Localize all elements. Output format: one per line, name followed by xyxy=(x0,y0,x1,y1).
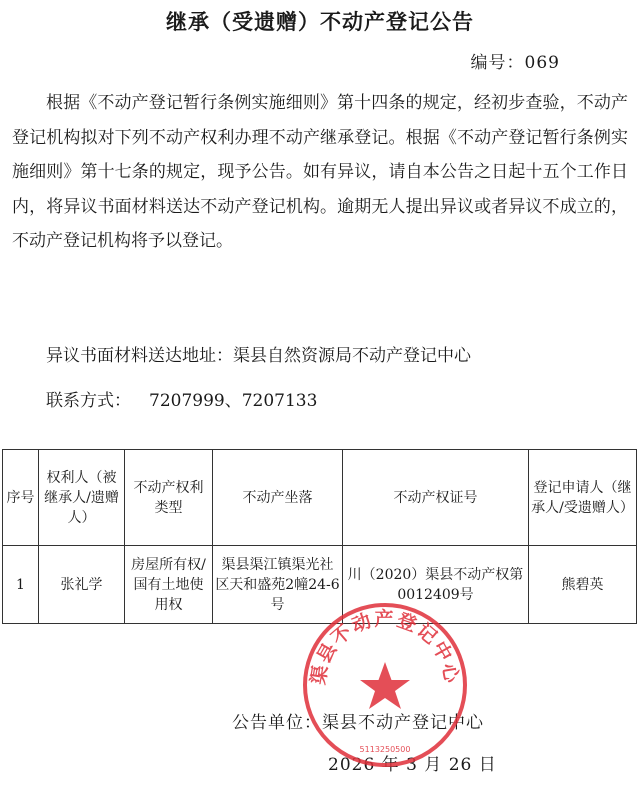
contact-value: 7207999、7207133 xyxy=(149,391,318,411)
doc-number: 编号：069 xyxy=(470,53,560,73)
seal-number: 5113250500 xyxy=(359,745,411,754)
page-title: 继承（受遗赠）不动产登记公告 xyxy=(166,10,474,34)
cell-right-type: 房屋所有权/国有土地使用权 xyxy=(125,546,213,624)
header-right-holder: 权利人（被继承人/遗赠人） xyxy=(39,450,125,546)
notice-body: 根据《不动产登记暂行条例实施细则》第十四条的规定，经初步查验，不动产登记机构拟对下列不动产权利办理不动产继承登记。根据《不动产登记暂行条例实施细则》第十七条的规定，现予公告。如有异议，请自本公告之日起十五个工作日内，将异议书面材料送达不动产登记机构。逾期无人提出异议或者异议不成立的，不动产登记机构将予以登记。 xyxy=(12,93,628,251)
issue-date: 2026 年 3 月 26 日 xyxy=(328,755,497,775)
cell-right-holder: 张礼学 xyxy=(39,546,125,624)
issuer-line: 公告单位：渠县不动产登记中心 xyxy=(232,713,484,733)
address-line: 异议书面材料送达地址：渠县自然资源局不动产登记中心 xyxy=(46,346,471,366)
header-index: 序号 xyxy=(3,450,39,546)
header-certificate-no: 不动产权证号 xyxy=(343,450,529,546)
cell-applicant: 熊碧英 xyxy=(529,546,637,624)
cell-index: 1 xyxy=(3,546,39,624)
contact-line xyxy=(46,386,317,411)
table-header-row xyxy=(3,450,637,546)
header-applicant: 登记申请人（继承人/受遗赠人） xyxy=(529,450,637,546)
official-seal xyxy=(300,600,470,770)
seal-text: 渠县不动产登记中心 xyxy=(307,608,463,687)
cell-location: 渠县渠江镇渠光社区天和盛苑2幢24-6号 xyxy=(213,546,343,624)
cell-certificate-no: 川（2020）渠县不动产权第0012409号 xyxy=(343,546,529,624)
table-row xyxy=(3,546,637,624)
registration-table xyxy=(2,449,637,624)
seal-star-icon xyxy=(360,662,410,709)
header-right-type: 不动产权利类型 xyxy=(125,450,213,546)
header-location: 不动产坐落 xyxy=(213,450,343,546)
contact-label: 联系方式： xyxy=(46,391,131,411)
